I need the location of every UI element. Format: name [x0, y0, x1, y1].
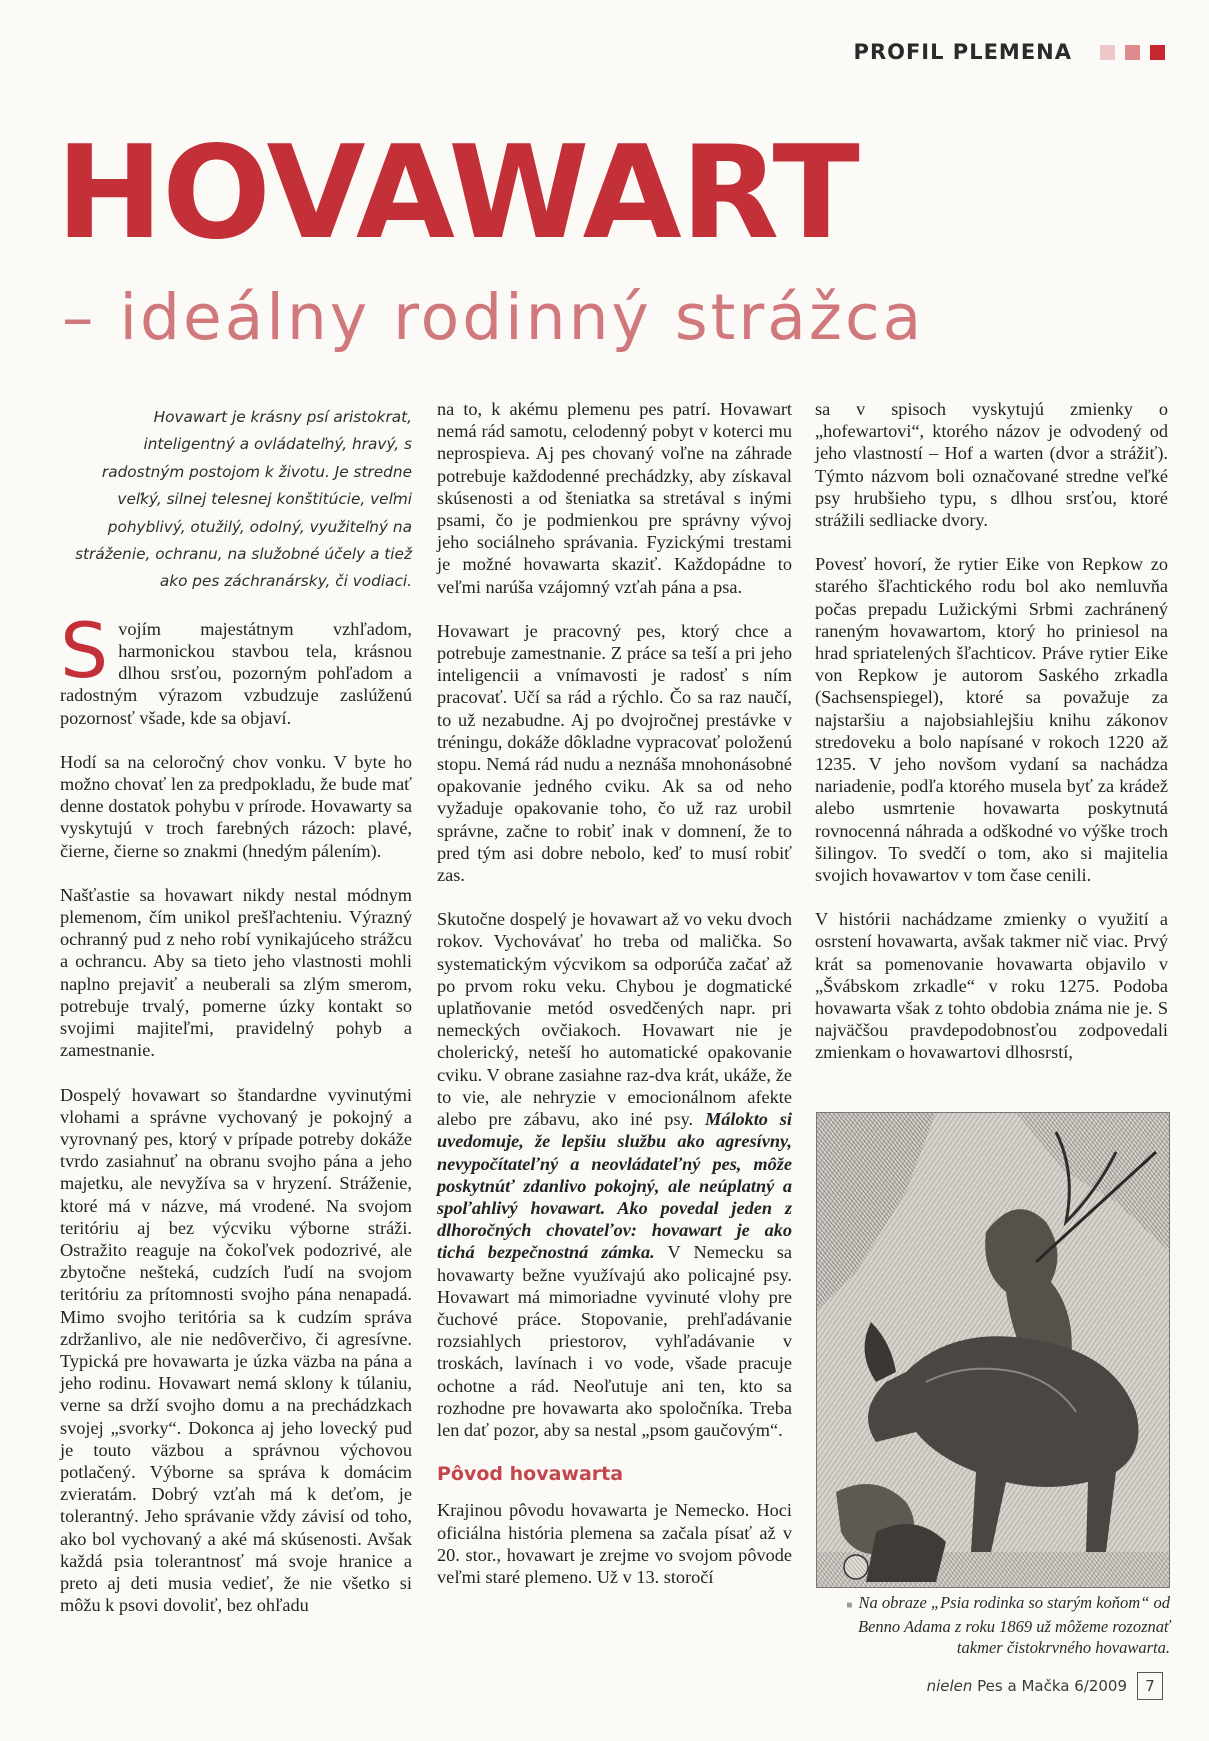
article-subtitle: – ideálny rodinný strážca [62, 281, 925, 354]
section-label: PROFIL PLEMENA [853, 40, 1072, 64]
caption-bullet-icon: ■ [846, 1600, 853, 1611]
paragraph [437, 908, 792, 1441]
paragraph-text: V Nemecku sa hovawarty bežne využívajú ako policajné psy. Hovawart má mimoriadne vyvinuté vlohy pre čuchové práce. Stopovanie, prehľadávanie rozsiahlych priestorov, vyhľadávanie v troskách, lavínach i vo vode, všade pracuje ochotne a rád. Neoľutuje ani ten, kto sa rozhodne pre hovawarta ako spoločníka. Treba len dať pozor, aby sa nestal „psom gaučovým“. [437, 1242, 792, 1440]
section-subheading: Pôvod hovawarta [437, 1463, 624, 1486]
column-2 [437, 398, 792, 1610]
paragraph: Povesť hovorí, že rytier Eike von Repkow zo starého šľachtického rodu bol ako nemluvňa počas prepadu Lužickými Srbmi zachránený raneným hovawartom, ktorý ho priniesol na hrad spriatelených šľachticov. Práve rytier Eike von Repkow je autorom Saského zrkadla (Sachsenspiegel), ktoré sa považuje za najstaršiu a najobsiahlejšiu knihu zákonov stredoveku a bolo napísané v rokoch 1220 až 1235. V jeho novšom vydaní sa nachádza nariadenie, podľa ktorého musela byť za krádež alebo usmrtenie hovawarta poskytnutá rovnocenná náhrada a odškodné vo výške troch šilingov. To svedčí o tom, ako si majitelia svojich hovawartov v tom čase cenili. [815, 554, 1168, 886]
page-footer [927, 1672, 1163, 1700]
paragraph: na to, k akému plemenu pes patrí. Hovawart nemá rád samotu, celodenný pobyt v koterci mu neprospieva. Aj pes chovaný voľne na záhrade potrebuje každodenné prechádzky, aby získaval skúsenosti a od šteniatka sa stretával s inými psami, čo je podmienkou pre správny vývoj jeho sociálneho správania. Fyzickými trestami je možné hovawarta skaziť. Každopádne to veľmi narúša vzájomný vzťah pána a psa. [437, 399, 792, 597]
emphasis-text: Málokto si uvedomuje, že lepšiu službu ako agresívny, nevypočítateľný a neovládateľný pes, môže poskytnúť zdanlivo pokojný, ale neúplatný a spoľahlivý hovawart. Ako povedal jeden z dlhoročných chovateľov: hovawart je ako tichá bezpečnostná zámka. [437, 1109, 793, 1263]
page-number: 7 [1137, 1672, 1163, 1700]
paragraph-intro-text: vojím majestátnym vzhľadom, harmonickou stavbou tela, krásnou dlhou srsťou, pozorným pohľadom a radostným výrazom vzbudzuje zaslúženú pozornosť všade, kde sa objaví. [60, 618, 412, 728]
footer-brand [927, 1677, 1127, 1695]
header-square-dark [1150, 45, 1165, 60]
paragraph-intro [60, 605, 412, 729]
paragraph-text: Skutočne dospelý je hovawart až vo veku dvoch rokov. Vychovávať ho treba od malička. So systematickým výcvikom sa odporúča začať až po prvom roku veku. Chybou je dogmatické uplatňovanie metód osvedčených napr. pri nemeckých ovčiakoch. Hovawart nie je cholerický, neteší ho automatické opakovanie cviku. V obrane zasiahne raz-dva krát, ukáže, že to vie, ale nehryzie v emocionálnom afekte alebo pre zábavu, ako iné psy. [437, 909, 792, 1130]
paragraph: Našťastie sa hovawart nikdy nestal módnym plemenom, čím unikol prešľachteniu. Výrazný ochranný pud z neho robí vynikajúceho strážcu a ochrancu. Aby sa tieto jeho vlastnosti mohli naplno prejaviť a neuberali sa zlým smerom, potrebuje trvalý, pomerne úzky kontakt so svojimi majiteľmi, pravidelný pohyb a zamestnanie. [60, 884, 412, 1061]
engraving-illustration [816, 1112, 1170, 1588]
paragraph: sa v spisoch vyskytujú zmienky o „hofewartovi“, ktorého názov je odvodený od jeho vlastností – Hof a warten (dvor a strážiť). Týmto názvom boli označované stredne veľké psy hrubšieho typu, s dlhou srsťou, ktoré strážili sedliacke dvory. [815, 399, 1168, 531]
footer-brand-rest: Pes a Mačka 6/2009 [977, 1677, 1127, 1695]
paragraph: Hovawart je pracovný pes, ktorý chce a potrebuje zamestnanie. Z práce sa teší a pri jeho inteligencii a vnímavosti je radosť s ním pracovať. Učí sa rád a rýchlo. Čo sa raz naučí, to už nezabudne. Aj po dvojročnej prestávke v tréningu, dokáže dôkladne vypracovať položenú stopu. Nemá rád nudu a neznáša mnohonásobné opakovanie jedného cviku. Ak sa od neho vyžaduje opakovanie toho, čo už raz urobil správne, začne to robiť inak v domnení, že to pred tým asi dobre nebolo, keď to musí robiť zas. [437, 620, 792, 886]
lead-paragraph: Hovawart je krásny psí aristokrat, inteligentný a ovládateľný, hravý, s radostným postojom k životu. Je stredne veľký, silnej telesnej konštitúcie, veľmi pohyblivý, otužilý, odolný, využiteľný na stráženie, ochranu, na služobné účely a tiež ako pes záchranársky, či vodiaci. [75, 408, 412, 591]
paragraph: Dospelý hovawart so štandardne vyvinutými vlohami a správne vychovaný je pokojný a vyrovnaný pes, ktorý v prípade potreby dokáže tvrdo zasiahnuť na obranu svojho pána a jeho majetku, ale nevyžíva sa v hryzení. Stráženie, ktoré má v názve, má vrodené. Na svojom teritóriu aj bez výcviku výborne stráži. Ostražito reaguje na čokoľvek podozrivé, ale zbytočne nešteká, cudzích ľudí na svojom teritóriu za prítomnosti svojho pána nenapadá. Mimo svojho teritória sa k cudzím správa zdržanlivo, ale nie nedôverčivo, či agresívne. Typická pre hovawarta je úzka väzba na pána a jeho rodinu. Hovawart nemá sklony k túlaniu, verne sa drží svojho domu a na prechádzkach svojej „svorky“. Dokonca aj jeho lovecký pud je touto väzbou a správnou výchovou potlačený. Výborne sa správa k domácim zvieratám. Dobrý vzťah má k deťom, je tolerantný. Jeho správanie vždy závisí od toho, ako bol vychovaný a aké má skúsenosti. Avšak každá psia tolerantnosť má svoje hranice a preto aj deti musia vedieť, že nie všetko si môžu k psovi dovoliť, bez ohľadu [60, 1084, 412, 1616]
paragraph: Krajinou pôvodu hovawarta je Nemecko. Hoci oficiálna história plemena sa začala písať až v 20. stor., hovawart je zrejme vo svojom pôvode veľmi staré plemeno. Už v 13. storočí [437, 1500, 792, 1587]
column-3 [815, 398, 1168, 1086]
paragraph: Hodí sa na celoročný chov vonku. V byte ho možno chovať len za predpokladu, že bude mať denne dostatok pohybu v prírode. Hovawarty sa vyskytujú v troch farebných rázoch: plavé, čierne, čierne so znakmi (hnedým pálením). [60, 751, 412, 861]
column-1 [60, 404, 412, 1638]
section-header [854, 40, 1165, 64]
image-caption [816, 1592, 1170, 1658]
footer-brand-prefix: nielen [926, 1677, 973, 1695]
paragraph: V histórii nachádzame zmienky o využití a osrstení hovawarta, avšak takmer nič viac. Prvý krát sa pomenovanie hovawarta objavilo v „Švábskom zrkadle“ v roku 1275. Podoba hovawarta však z tohto obdobia známa nie je. S najväčšou pravdepodobnosťou zodpovedali zmienkam o hovawartovi dlhosrstí, [815, 909, 1168, 1063]
header-square-medium [1125, 45, 1140, 60]
article-title: HOVAWART [56, 119, 859, 268]
drop-cap: S [60, 605, 109, 695]
header-square-light [1100, 45, 1115, 60]
caption-text: Na obraze „Psia rodinka so starým koňom“ od Benno Adama z roku 1869 už môžeme rozoznať takmer čistokrvného hovawarta. [857, 1593, 1170, 1657]
